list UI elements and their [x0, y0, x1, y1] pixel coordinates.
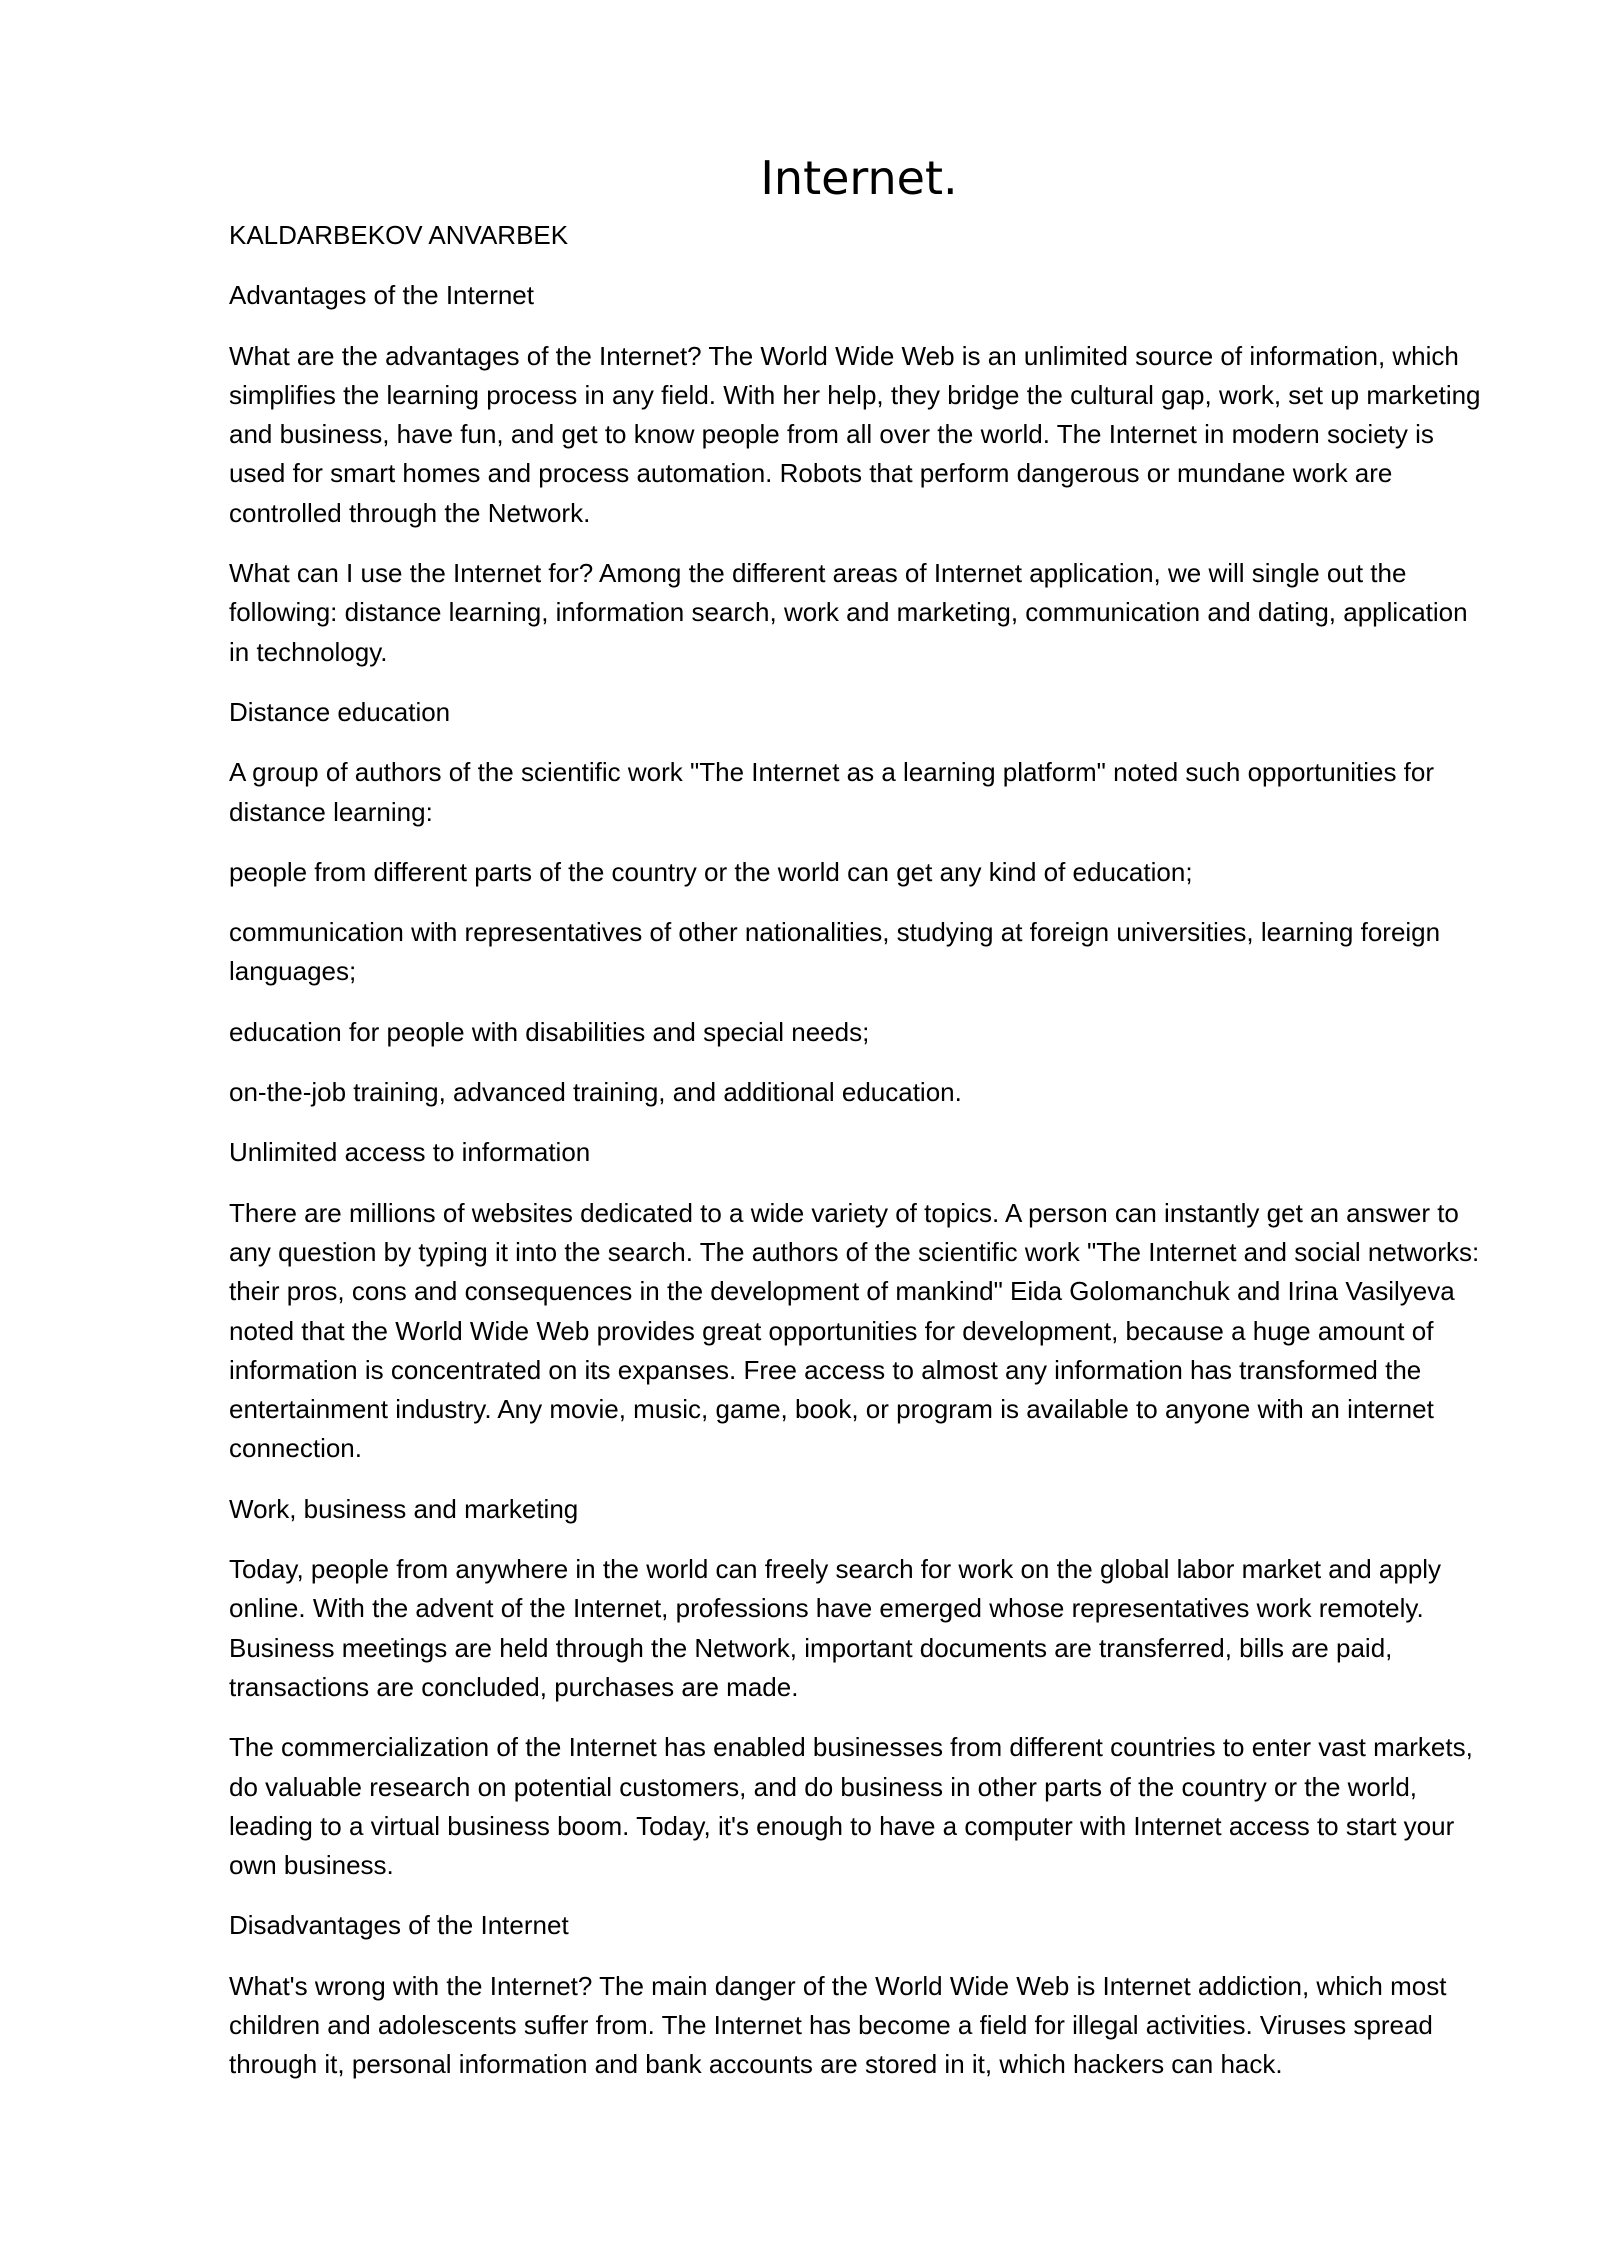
section-heading-unlimited-access: Unlimited access to information [229, 1137, 591, 1168]
section-heading-distance-education: Distance education [229, 696, 451, 727]
paragraph-commercialization: The commercialization of the Internet has enabled businesses from different countries to enter vast markets, do valuable research on potential customers, and do business in other parts of the country or the world, leading to a virtual business boom. Today, it's enough to have a computer with Internet access to start your own business. [229, 1732, 1473, 1881]
paragraph-internet-uses: What can I use the Internet for? Among the different areas of Internet application, we will single out the following: distance learning, information search, work and marketing, communication and dating, application in technology. [229, 558, 1468, 667]
list-item-special-needs: education for people with disabilities and special needs; [229, 1016, 870, 1047]
paragraph-work-online: Today, people from anywhere in the world can freely search for work on the global labor market and apply online. With the advent of the Internet, professions have emerged whose representatives work remotely. Business meetings are held through the Network, important documents are transferred, bills are paid, transactions are concluded, purchases are made. [229, 1554, 1442, 1702]
section-heading-work-business: Work, business and marketing [229, 1493, 579, 1524]
list-item-education-anywhere: people from different parts of the country or the world can get any kind of education; [229, 856, 1193, 887]
author-name: KALDARBEKOV ANVARBEK [229, 220, 569, 250]
document-title: Internet. [760, 151, 958, 205]
list-item-job-training: on-the-job training, advanced training, and additional education. [229, 1077, 962, 1108]
list-item-communication: communication with representatives of other nationalities, studying at foreign universities, learning foreign languages; [229, 917, 1441, 987]
document-page [229, 150, 1489, 2106]
paragraph-distance-learning: A group of authors of the scientific work "The Internet as a learning platform" noted such opportunities for distance learning: [229, 757, 1435, 827]
section-heading-disadvantages: Disadvantages of the Internet [229, 1910, 569, 1941]
paragraph-disadvantages: What's wrong with the Internet? The main danger of the World Wide Web is Internet addiction, which most children and adolescents suffer from. The Internet has become a field for illegal activities. Viruses spread through it, personal information and bank accounts are stored in it, which hackers can hack. [229, 1970, 1447, 2080]
paragraph-advantages-intro: What are the advantages of the Internet? The World Wide Web is an unlimited source of information, which simplifies the learning process in any field. With her help, they bridge the cultural gap, work, set up marketing and business, have fun, and get to know people from all over the world. The Internet in modern society is used for smart homes and process automation. Robots that perform dangerous or mundane work are controlled through the Network. [229, 340, 1481, 528]
section-heading-advantages: Advantages of the Internet [229, 280, 534, 311]
paragraph-unlimited-access: There are millions of websites dedicated to a wide variety of topics. A person can instantly get an answer to any question by typing it into the search. The authors of the scientific work "The Internet and social networks: their pros, cons and consequences in the development of mankind" Eida Golomanchuk and Irina Vasilyeva noted that the World Wide Web provides great opportunities for development, because a huge amount of information is concentrated on its expanses. Free access to almost any information has transformed the entertainment industry. Any movie, music, game, book, or program is available to anyone with an internet connection. [229, 1197, 1480, 1464]
